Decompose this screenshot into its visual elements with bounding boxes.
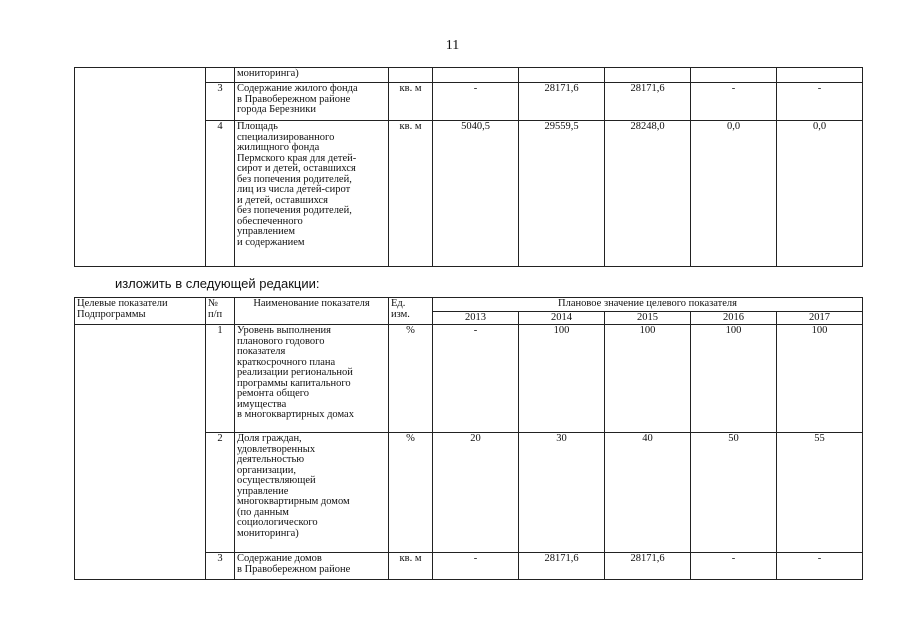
value-2014: 28171,6 <box>519 83 605 121</box>
row-number <box>206 68 235 83</box>
value-2013: - <box>433 83 519 121</box>
value-2014: 28171,6 <box>519 553 605 580</box>
value-2016: 0,0 <box>691 121 777 267</box>
value-2013 <box>433 68 519 83</box>
header-row <box>75 298 863 312</box>
indicator-name: Площадь специализированного жилищного фонда Пермского края для детей- сирот и детей, оставшихся без попечения родителей, лиц из числа детей-сирот и детей, оставшихся без попечения родителей, обеспеченного управлением и содержанием <box>235 121 389 267</box>
value-2014: 30 <box>519 433 605 553</box>
indicator-name: Содержание жилого фонда в Правобережном районе города Березники <box>235 83 389 121</box>
value-2017: - <box>777 553 863 580</box>
value-2014: 100 <box>519 325 605 433</box>
value-2017: - <box>777 83 863 121</box>
year-header: 2016 <box>691 311 777 325</box>
value-2013: - <box>433 553 519 580</box>
target-indicators-table <box>74 297 863 580</box>
value-2013: - <box>433 325 519 433</box>
targets-header: Целевые показатели Подпрограммы <box>75 298 206 325</box>
value-2017: 0,0 <box>777 121 863 267</box>
unit-cell: % <box>389 325 433 433</box>
value-2013: 20 <box>433 433 519 553</box>
unit-cell: кв. м <box>389 121 433 267</box>
instruction-text: изложить в следующей редакции: <box>115 276 320 291</box>
row-number: 1 <box>206 325 235 433</box>
previous-indicators-table <box>74 67 863 267</box>
year-header: 2013 <box>433 311 519 325</box>
name-header: Наименование показателя <box>235 298 389 325</box>
row-number: 2 <box>206 433 235 553</box>
indicator-name: мониторинга) <box>235 68 389 83</box>
table-row <box>75 325 863 433</box>
page-number: 11 <box>445 38 460 53</box>
indicator-name: Доля граждан, удовлетворенных деятельностью организации, осуществляющей управление многоквартирным домом (по данным социологического мониторинга) <box>235 433 389 553</box>
value-2016 <box>691 68 777 83</box>
value-2016: 50 <box>691 433 777 553</box>
value-2017: 100 <box>777 325 863 433</box>
unit-header: Ед. изм. <box>389 298 433 325</box>
value-2016: 100 <box>691 325 777 433</box>
value-2017 <box>777 68 863 83</box>
unit-cell: кв. м <box>389 83 433 121</box>
value-2013: 5040,5 <box>433 121 519 267</box>
row-number: 3 <box>206 83 235 121</box>
value-2017: 55 <box>777 433 863 553</box>
value-2014 <box>519 68 605 83</box>
plan-header: Плановое значение целевого показателя <box>433 298 863 312</box>
year-header: 2017 <box>777 311 863 325</box>
indicator-name: Уровень выполнения планового годового показателя краткосрочного плана реализации региональной программы капитального ремонта общего имущества в многоквартирных домах <box>235 325 389 433</box>
targets-cell <box>75 68 206 267</box>
value-2014: 29559,5 <box>519 121 605 267</box>
year-header: 2015 <box>605 311 691 325</box>
value-2015 <box>605 68 691 83</box>
unit-cell: % <box>389 433 433 553</box>
value-2015: 40 <box>605 433 691 553</box>
value-2016: - <box>691 553 777 580</box>
table-row <box>75 68 863 83</box>
value-2016: - <box>691 83 777 121</box>
value-2015: 28248,0 <box>605 121 691 267</box>
value-2015: 28171,6 <box>605 83 691 121</box>
indicator-name: Содержание домов в Правобережном районе <box>235 553 389 580</box>
unit-cell: кв. м <box>389 553 433 580</box>
targets-cell <box>75 325 206 580</box>
row-number: 3 <box>206 553 235 580</box>
row-number: 4 <box>206 121 235 267</box>
value-2015: 100 <box>605 325 691 433</box>
unit-cell <box>389 68 433 83</box>
value-2015: 28171,6 <box>605 553 691 580</box>
number-header: № п/п <box>206 298 235 325</box>
year-header: 2014 <box>519 311 605 325</box>
